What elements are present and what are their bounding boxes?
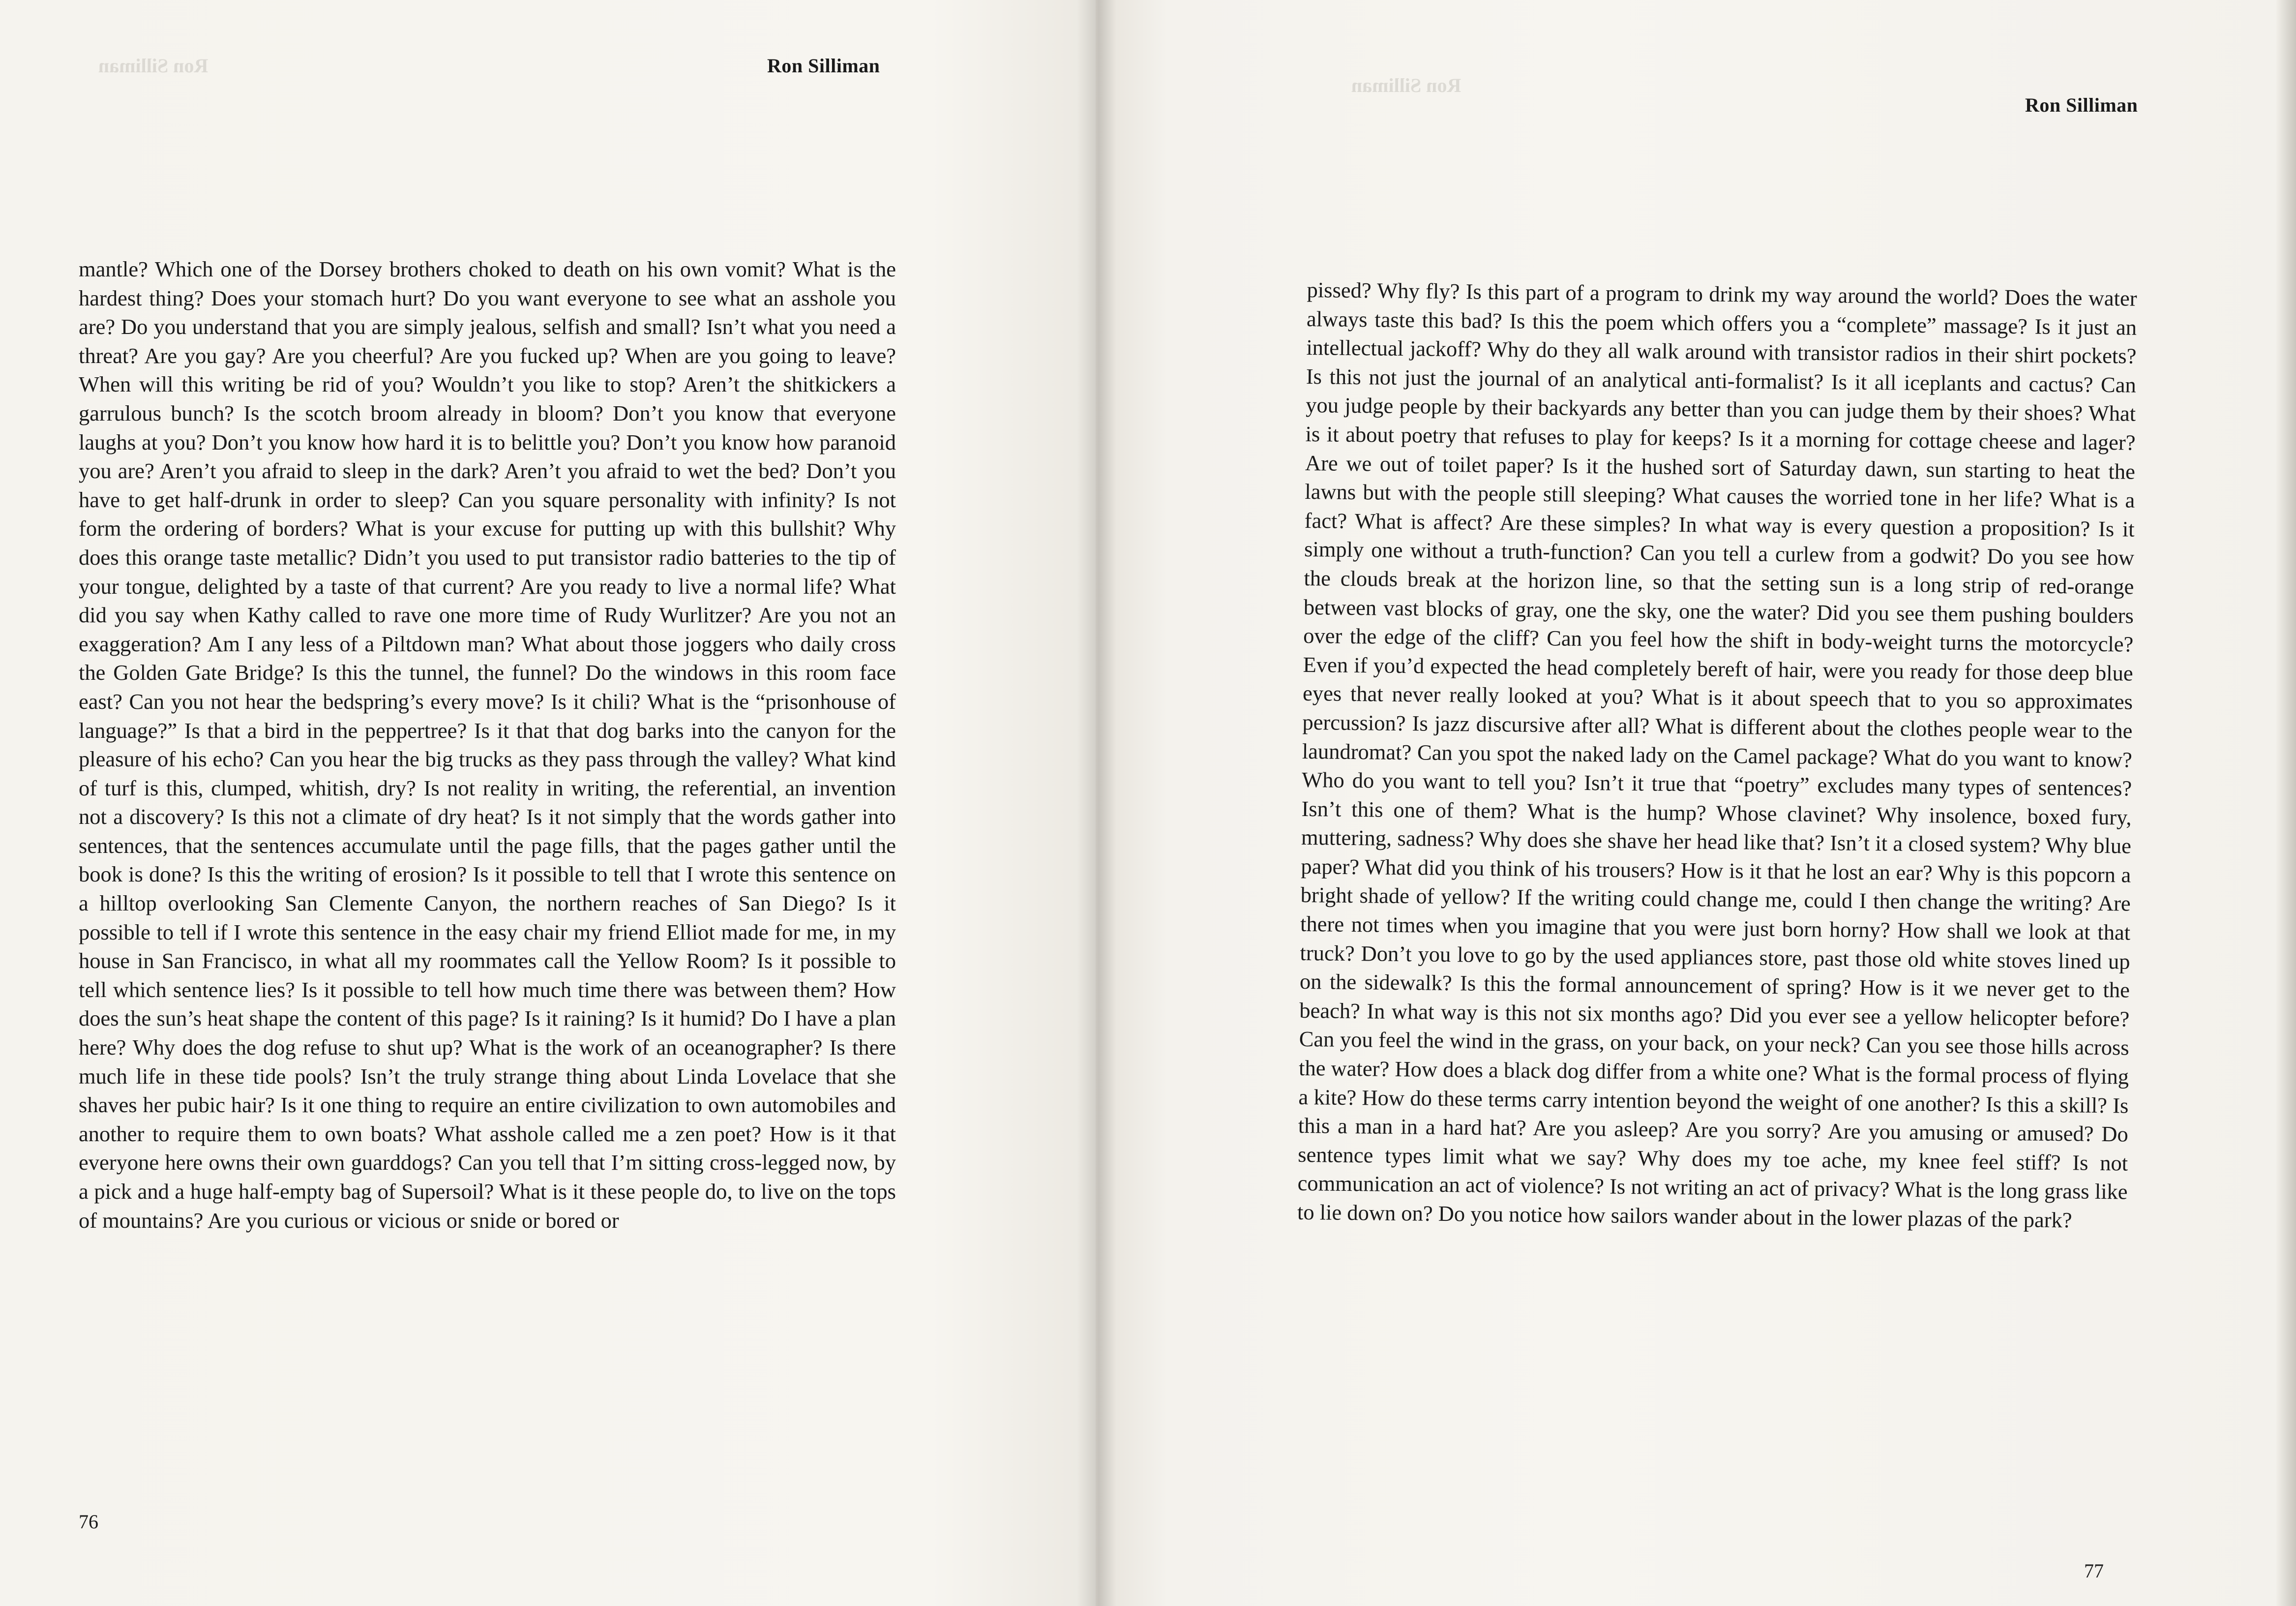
page-text: mantle? Which one of the Dorsey brothers choked to death on his own vomit? What is the hardest thing? Does your stomach hurt? Do you want everyone to see what an asshole you are? Do you understand that you are simply jealous, selfish and small? Isn’t what you need a threat? Are you gay? Are you cheerful? Are you fucked up? When are you going to leave? When will this writing be rid of you? Wouldn’t you like to stop? Aren’t the shitkickers a garrulous bunch? Is the scotch broom already in bloom? Don’t you know that everyone laughs at you? Don’t you know how hard it is to belittle you? Don’t you know how paranoid you are? Aren’t you afraid to sleep in the dark? Aren’t you afraid to wet the bed? Don’t you have to get half-drunk in order to sleep? Can you square personality with infinity? Is not form the ordering of borders? What is your excuse for putting up with this bullshit? Why does this orange taste metallic? Didn’t you used to put transistor radio batteries to the tip of your tongue, delighted by a taste of that current? Are you ready to live a normal life? What did you say when Kathy called to rave one more time of Rudy Wurlitzer? Are you not an exaggeration? Am I any less of a Piltdown man? What about those joggers who daily cross the Golden Gate Bridge? Is this the tunnel, the funnel? Do the windows in this room face east? Can you not hear the bedspring’s every move? Is it chili? What is the “prisonhouse of language?” Is that a bird in the peppertree? Is it that that dog barks into the canyon for the pleasure of his echo? Can you hear the big trucks as they pass through the valley? What kind of turf is this, clumped, whitish, dry? Is not reality in writing, the referential, an invention not a discovery? Is this not a climate of dry heat? Is it not simply that the words gather into sentences, that the sentences accumulate until the page fills, that the pages gather until the book is done? Is this the writing of erosion? Is it possible to tell that I wrote this sentence on a hilltop overlooking San Clemente Canyon, the northern reaches of San Diego? Is it possible to tell if I wrote this sentence in the easy chair my friend Elliot made for me, in my house in San Francisco, in what all my roommates call the Yellow Room? Is it possible to tell which sentence lies? Is it possible to tell how much time there was between them? How does the sun’s heat shape the content of this page? Is it raining? Is it humid? Do I have a plan here? Why does the dog refuse to shut up? What is the work of an oceanographer? Is there much life in these tide pools? Isn’t the truly strange thing about Linda Lovelace that she shaves her pubic hair? Is it one thing to require an entire civilization to own automobiles and another to require them to own boats? What asshole called me a zen poet? How is it that everyone here owns their own guarddogs? Can you tell that I’m sitting cross-legged now, by a pick and a huge half-empty bag of Supersoil? What is it these people do, to live on the tops of mountains? Are you curious or vicious or snide or bored or [79,257,896,1233]
right-page [1096,0,2296,1606]
show-through-header: Ron Silliman [98,55,209,77]
running-header: Ron Silliman [2025,94,2138,116]
page-edge [2276,0,2296,1606]
left-page [0,0,1096,1606]
page-number: 76 [79,1511,98,1533]
running-header: Ron Silliman [767,55,880,77]
page-number: 77 [2084,1560,2104,1582]
show-through-header: Ron Silliman [1351,74,1461,96]
page-text: pissed? Why fly? Is this part of a program to drink my way around the world? Does the water always taste this bad? Is this the poem which offers you a “complete” massage? Is it just an intellectual jackoff? Why do they all walk around with transistor radios in their shirt pockets? Is this not just the journal of an analytical anti-formalist? Is it all iceplants and cactus? Can you judge people by their backyards any better than you can judge them by their shoes? What is it about poetry that refuses to play for keeps? Is it a morning for cottage cheese and lager? Are we out of toilet paper? Is it the hushed sort of Saturday dawn, sun starting to heat the lawns but with the people still sleeping? What causes the worried tone in her life? What is a fact? What is affect? Are these simples? In what way is every question a proposition? Is it simply one without a truth-function? Can you tell a curlew from a godwit? Do you see how the clouds break at the horizon line, so that the setting sun is a long strip of red-orange between vast blocks of gray, one the sky, one the water? Did you see them pushing boulders over the edge of the cliff? Can you feel how the shift in body-weight turns the motorcycle? Even if you’d expected the head completely bereft of hair, were you ready for those deep blue eyes that never really looked at you? What is it about speech that to you so approximates percussion? Is jazz discursive after all? What is different about the clothes people wear to the laundromat? Can you spot the naked lady on the Camel package? What do you want to know? Who do you want to tell you? Isn’t it true that “poetry” excludes many types of sentences? Isn’t this one of them? What is the hump? Whose clavinet? Why insolence, boxed fury, muttering, sadness? Why does she shave her head like that? Isn’t it a closed system? Why blue paper? What did you think of his trousers? How is it that he lost an ear? Why is this popcorn a bright shade of yellow? If the writing could change me, could I then change the writing? Are there not times when you imagine that you were just born horny? How shall we look at that truck? Don’t you love to go by the used appliances store, past those old white stoves lined up on the sidewalk? Is this the formal announcement of spring? How is it we never get to the beach? In what way is this not six months ago? Did you ever see a yellow helicopter before? Can you feel the wind in the grass, on your back, on your neck? Can you see those hills across the water? How does a black dog differ from a white one? What is the formal process of flying a kite? How do these terms carry intention beyond the weight of one another? Is this a skill? Is this a man in a hard hat? Are you asleep? Are you sorry? Are you amusing or amused? Do sentence types limit what we say? Why does my toe ache, my knee feel stiff? Is not communication an act of violence? Is not writing an act of privacy? What is the long grass like to lie down on? Do you notice how sailors wander about in the lower plazas of the park? [1297,277,2137,1233]
